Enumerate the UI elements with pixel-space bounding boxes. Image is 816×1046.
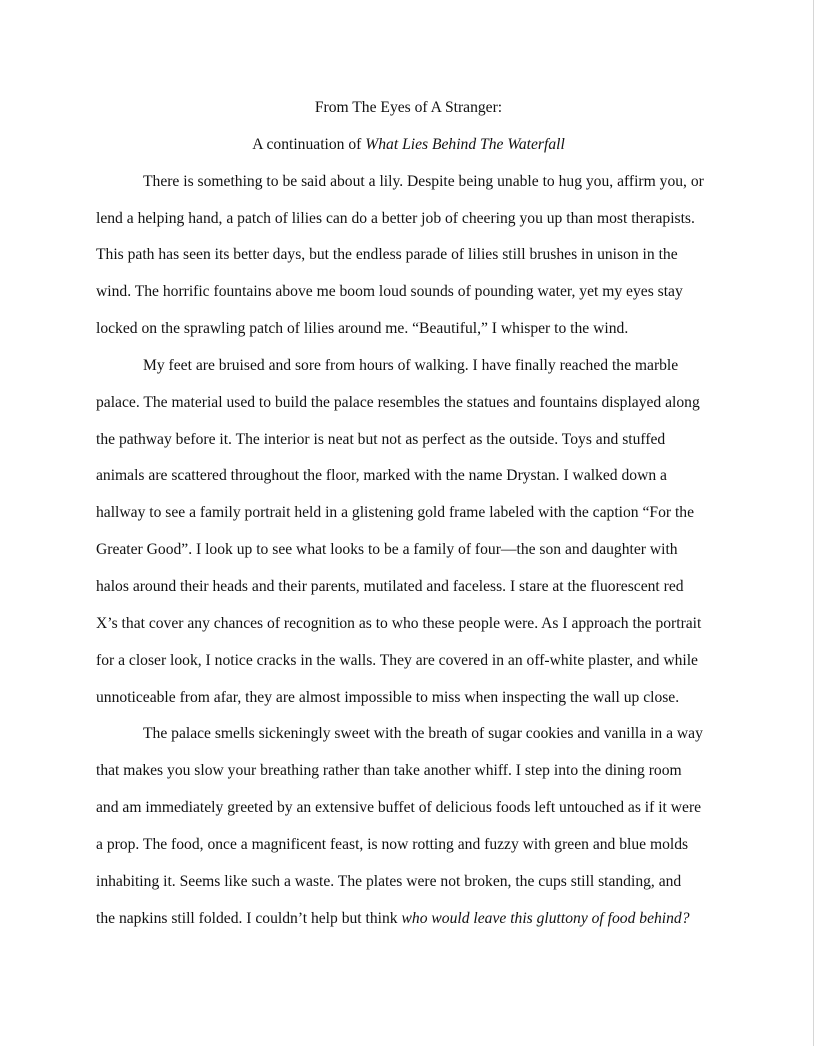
paragraph-line: the pathway before it. The interior is neat but not as perfect as the outside. Toys and stuffed — [96, 430, 666, 448]
paragraph-line: and am immediately greeted by an extensive buffet of delicious foods left untouched as if it were — [96, 799, 702, 817]
paragraph-dining-room — [96, 716, 721, 937]
paragraph-line: Greater Good”. I look up to see what looks to be a family of four—the son and daughter with — [96, 541, 678, 559]
paragraph-palace — [96, 348, 721, 716]
paragraph-line: animals are scattered throughout the floor, marked with the name Drystan. I walked down a — [96, 467, 667, 485]
last-line-italic-thought: who would leave this gluttony of food behind? — [401, 909, 690, 927]
paragraph-line: palace. The material used to build the palace resembles the statues and fountains displayed along — [96, 393, 700, 411]
paragraph-line: There is something to be said about a lily. Despite being unable to hug you, affirm you, or — [143, 172, 704, 190]
subtitle-prefix: A continuation of — [252, 135, 366, 153]
subtitle-italic-title: What Lies Behind The Waterfall — [365, 135, 565, 153]
paragraph-line: My feet are bruised and sore from hours of walking. I have finally reached the marble — [143, 356, 679, 374]
paragraph-lilies — [96, 164, 721, 348]
document-title: From The Eyes of A Stranger: — [314, 99, 503, 116]
paragraph-line: locked on the sprawling patch of lilies around me. “Beautiful,” I whisper to the wind. — [96, 320, 629, 338]
paragraph-line: X’s that cover any chances of recognition as to who these people were. As I approach the portrait — [96, 614, 702, 632]
document-subtitle — [96, 127, 721, 164]
paragraph-line: hallway to see a family portrait held in a glistening gold frame labeled with the caption “For the — [96, 504, 695, 522]
paragraph-line: This path has seen its better days, but the endless parade of lilies still brushes in unison in the — [96, 246, 678, 264]
paragraph-line: a prop. The food, once a magnificent feast, is now rotting and fuzzy with green and blue molds — [96, 835, 689, 853]
paragraph-line: wind. The horrific fountains above me boom loud sounds of pounding water, yet my eyes stay — [96, 283, 683, 301]
last-line-text: the napkins still folded. I couldn’t help but think — [96, 909, 402, 927]
paragraph-last-line — [96, 901, 721, 938]
paragraph-line: that makes you slow your breathing rather than take another whiff. I step into the dining room — [96, 762, 682, 780]
paragraph-line: halos around their heads and their parents, mutilated and faceless. I stare at the fluorescent red — [96, 577, 684, 595]
paragraph-line: unnoticeable from afar, they are almost impossible to miss when inspecting the wall up close. — [96, 688, 680, 706]
paragraph-line: The palace smells sickeningly sweet with the breath of sugar cookies and vanilla in a way — [143, 725, 703, 743]
paragraph-line: for a closer look, I notice cracks in the walls. They are covered in an off-white plaster, and while — [96, 651, 698, 669]
paragraph-line: lend a helping hand, a patch of lilies can do a better job of cheering you up than most therapists. — [96, 209, 695, 227]
document-body — [96, 90, 721, 937]
paragraph-line: inhabiting it. Seems like such a waste. The plates were not broken, the cups still standing, and — [96, 872, 682, 890]
